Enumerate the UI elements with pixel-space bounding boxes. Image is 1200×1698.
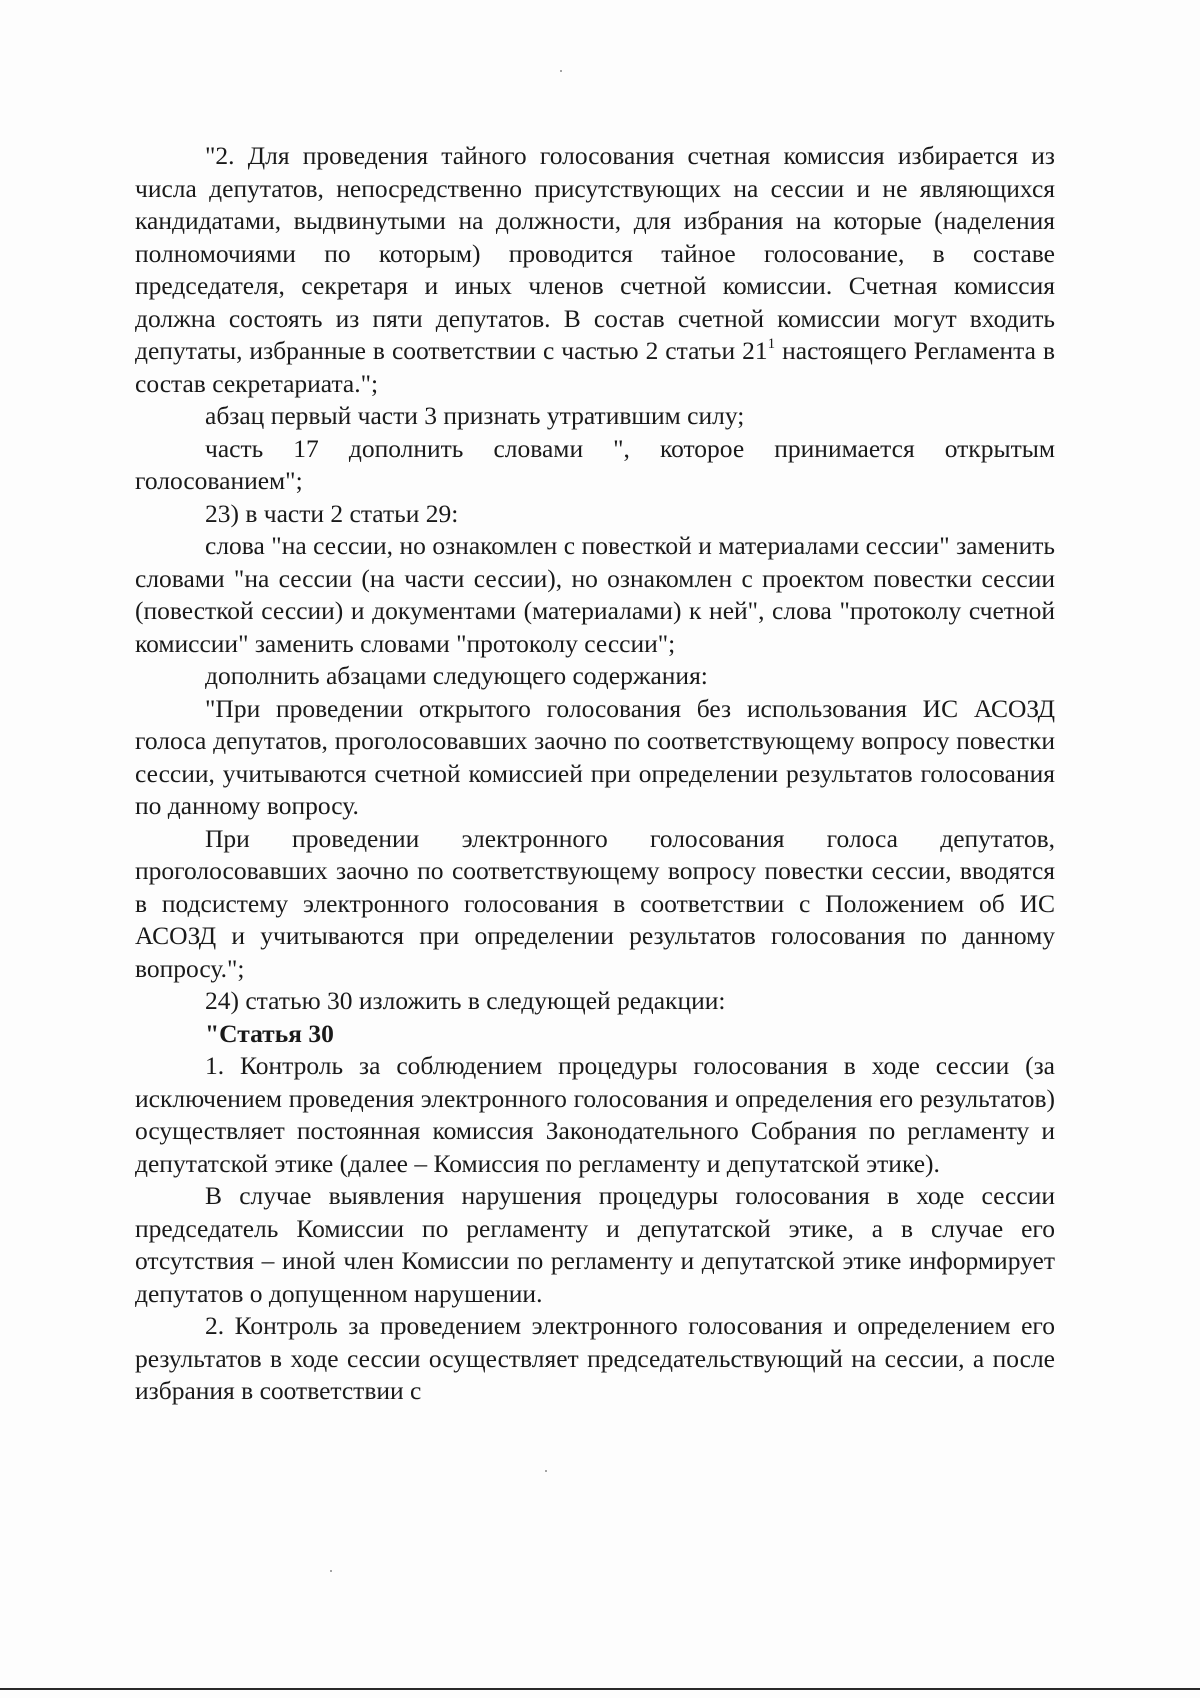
paragraph-part17: часть 17 дополнить словами ", которое принимается открытым голосованием"; [135,433,1055,495]
article-30-title: "Статья 30 [205,1018,334,1048]
item-24-heading: 24) статью 30 изложить в следующей редакции: [205,986,726,1015]
item-23-heading: 23) в части 2 статьи 29: [205,498,459,528]
paragraph-part3: абзац первый части 3 признать утратившим силу; [205,401,745,430]
paragraph-words-replace: слова "на сессии, но ознакомлен с повесткой и материалами сессии" заменить словами "на сессии (на части сессии), но ознакомлен с проектом повестки сессии (повесткой сессии) и документами (материалами) к ней", слова "протоколу счетной комиссии" заменить словами "протоколу сессии"; [135,531,1055,658]
paragraph-text: "2. Для проведения тайного голосования счетная комиссия избирается из числа депутатов, непосредственно присутствующих на сессии и не являющихся кандидатами, выдвинутыми на должности, для избрания на которые (наделения полномочиями по которым) проводится тайное голосование, в составе председателя, секретаря и иных членов счетной комиссии. Счетная комиссия должна состоять из пяти депутатов. В состав счетной комиссии могут входить депутаты, избранные в соответствии с частью 2 статьи 21 [135,141,1055,365]
scan-speck [330,1570,332,1572]
paragraph-add-abzats: дополнить абзацами следующего содержания: [205,661,708,690]
scan-speck [560,70,562,72]
paragraph-violation: В случае выявления нарушения процедуры голосования в ходе сессии председатель Комиссии по регламенту и депутатской этике, а в случае его отсутствия – иной член Комиссии по регламенту и депутатской этике информирует депутатов о допущенном нарушении. [135,1181,1055,1308]
scan-speck [545,1470,547,1472]
paragraph-text-cont: настоящего Регламента в состав секретариата."; [135,336,1055,398]
paragraph-open-voting: "При проведении открытого голосования без использования ИС АСОЗД голоса депутатов, проголосовавших заочно по соответствующему вопросу повестки сессии, учитываются счетной комиссией при определении результатов голосования по данному вопросу. [135,693,1055,820]
paragraph-electronic-voting: При проведении электронного голосования голоса депутатов, проголосовавших заочно по соответствующему вопросу повестки сессии, вводятся в подсистему электронного голосования в соответствии с Положением об ИС АСОЗД и учитываются при определении результатов голосования по данному вопросу."; [135,823,1055,983]
scan-edge-line [0,1688,1200,1690]
paragraph-article30-part2: 2. Контроль за проведением электронного голосования и определением его результатов в ходе сессии осуществляет председательствующий на сессии, а после избрания в соответствии с [135,1311,1055,1405]
document-body [135,140,1055,1408]
superscript-mark: 1 [767,336,776,352]
paragraph-counting-commission [135,140,1055,400]
paragraph-article30-part1: 1. Контроль за соблюдением процедуры голосования в ходе сессии (за исключением проведения электронного голосования и определения его результатов) осуществляет постоянная комиссия Законодательного Собрания по регламенту и депутатской этике (далее – Комиссия по регламенту и депутатской этике). [135,1051,1055,1178]
